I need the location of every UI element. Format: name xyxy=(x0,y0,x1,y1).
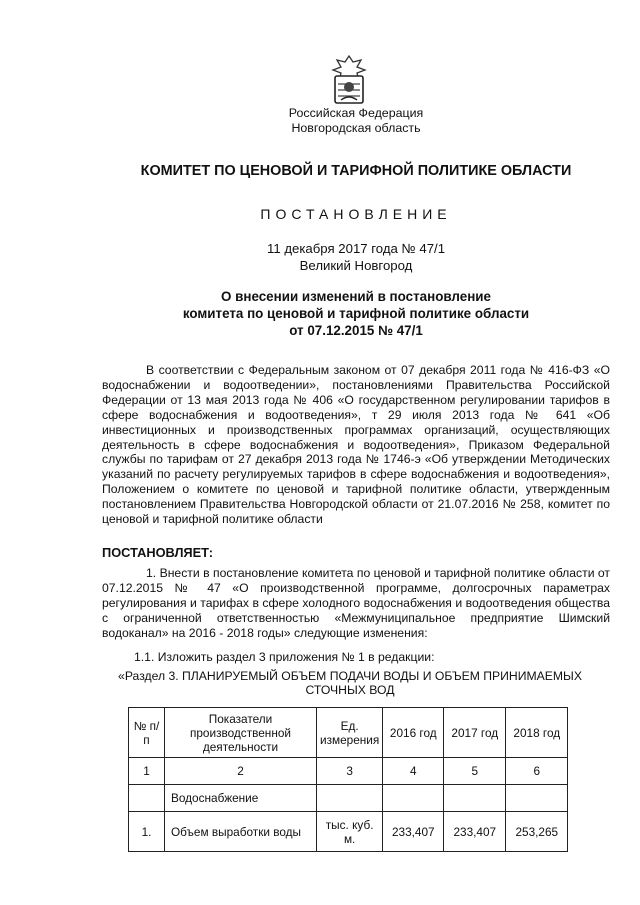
table-cell: Объем выработки воды xyxy=(165,812,317,852)
table-cell: 4 xyxy=(383,758,444,785)
section-title xyxy=(110,669,590,697)
item-1-paragraph: 1. Внести в постановление комитета по ценовой и тарифной политике области от 07.12.2015 № 47 «О производственной программе, долгосрочных параметрах регулирования и тарифах в сфере холодного водоснабжения и водоотведения общества с ограниченной ответственностью «Межмуниципальное предприятие Шимский водоканал» на 2016 - 2018 годы» следующие изменения: xyxy=(102,566,610,640)
table-header-cell: Показатели производственной деятельности xyxy=(165,708,317,758)
table-group-label: Водоснабжение xyxy=(165,785,317,812)
table-cell: тыс. куб. м. xyxy=(317,812,383,852)
table-row xyxy=(129,812,568,852)
table-cell xyxy=(444,785,506,812)
document-type: ПОСТАНОВЛЕНИЕ xyxy=(260,206,452,222)
table-cell: 233,407 xyxy=(444,812,506,852)
table-cell xyxy=(506,785,568,812)
table-header-cell: 2018 год xyxy=(506,708,568,758)
table-numbering-row xyxy=(129,758,568,785)
table-cell: 5 xyxy=(444,758,506,785)
table-cell: 233,407 xyxy=(383,812,444,852)
document-date-number: 11 декабря 2017 года № 47/1 xyxy=(266,241,446,256)
table-cell: 1. xyxy=(129,812,165,852)
production-volume-table xyxy=(128,707,568,852)
region-name: Новгородская область xyxy=(291,121,421,135)
table-header-cell: 2017 год xyxy=(444,708,506,758)
section-title-line-2: СТОЧНЫХ ВОД xyxy=(305,683,395,697)
section-title-line-1: «Раздел 3. ПЛАНИРУЕМЫЙ ОБЪЕМ ПОДАЧИ ВОДЫ И ОБЪЕМ ПРИНИМАЕМЫХ xyxy=(118,669,582,683)
item-1-1-paragraph: 1.1. Изложить раздел 3 приложения № 1 в редакции: xyxy=(134,650,435,664)
table-group-row xyxy=(129,785,568,812)
table-cell xyxy=(383,785,444,812)
table-cell xyxy=(129,785,165,812)
table-cell xyxy=(317,785,383,812)
committee-title: КОМИТЕТ ПО ЦЕНОВОЙ И ТАРИФНОЙ ПОЛИТИКЕ ОБЛАСТИ xyxy=(140,163,572,179)
country-name: Российская Федерация xyxy=(288,106,424,120)
table-header-cell: Ед. измерения xyxy=(317,708,383,758)
table-header-cell: № п/п xyxy=(129,708,165,758)
document-city: Великий Новгород xyxy=(299,258,413,273)
coat-of-arms-emblem xyxy=(326,54,372,106)
subject-line-1: О внесении изменений в постановление xyxy=(221,289,491,304)
table-cell: 6 xyxy=(506,758,568,785)
table-cell: 1 xyxy=(129,758,165,785)
preamble-paragraph: В соответствии с Федеральным законом от 07 декабря 2011 года № 416-ФЗ «О водоснабжении и водоотведении», постановлениями Правительства Российской Федерации от 13 мая 2013 года № 406 «О государственном регулировании тарифов в сфере водоснабжения и водоотведения», т 29 июля 2013 года № 641 «Об инвестиционных и производственных программах организаций, осуществляющих деятельность в сфере водоснабжения и водоотведения», Приказом Федеральной службы по тарифам от 27 декабря 2013 года № 1746-э «Об утверждении Методических указаний по расчету регулируемых тарифов в сфере водоснабжения и водоотведения», Положением о комитете по ценовой и тарифной политике области, утвержденным постановлением Правительства Новгородской области от 21.07.2016 № 258, комитет по ценовой и тарифной политике области xyxy=(102,363,610,527)
table-cell: 2 xyxy=(165,758,317,785)
table-cell: 3 xyxy=(317,758,383,785)
table-cell: 253,265 xyxy=(506,812,568,852)
subject-line-2: комитета по ценовой и тарифной политике области xyxy=(182,306,530,321)
table-header-cell: 2016 год xyxy=(383,708,444,758)
table-header-row xyxy=(129,708,568,758)
document-subject xyxy=(0,288,640,339)
resolve-heading: ПОСТАНОВЛЯЕТ: xyxy=(102,545,214,560)
subject-line-3: от 07.12.2015 № 47/1 xyxy=(289,323,423,338)
